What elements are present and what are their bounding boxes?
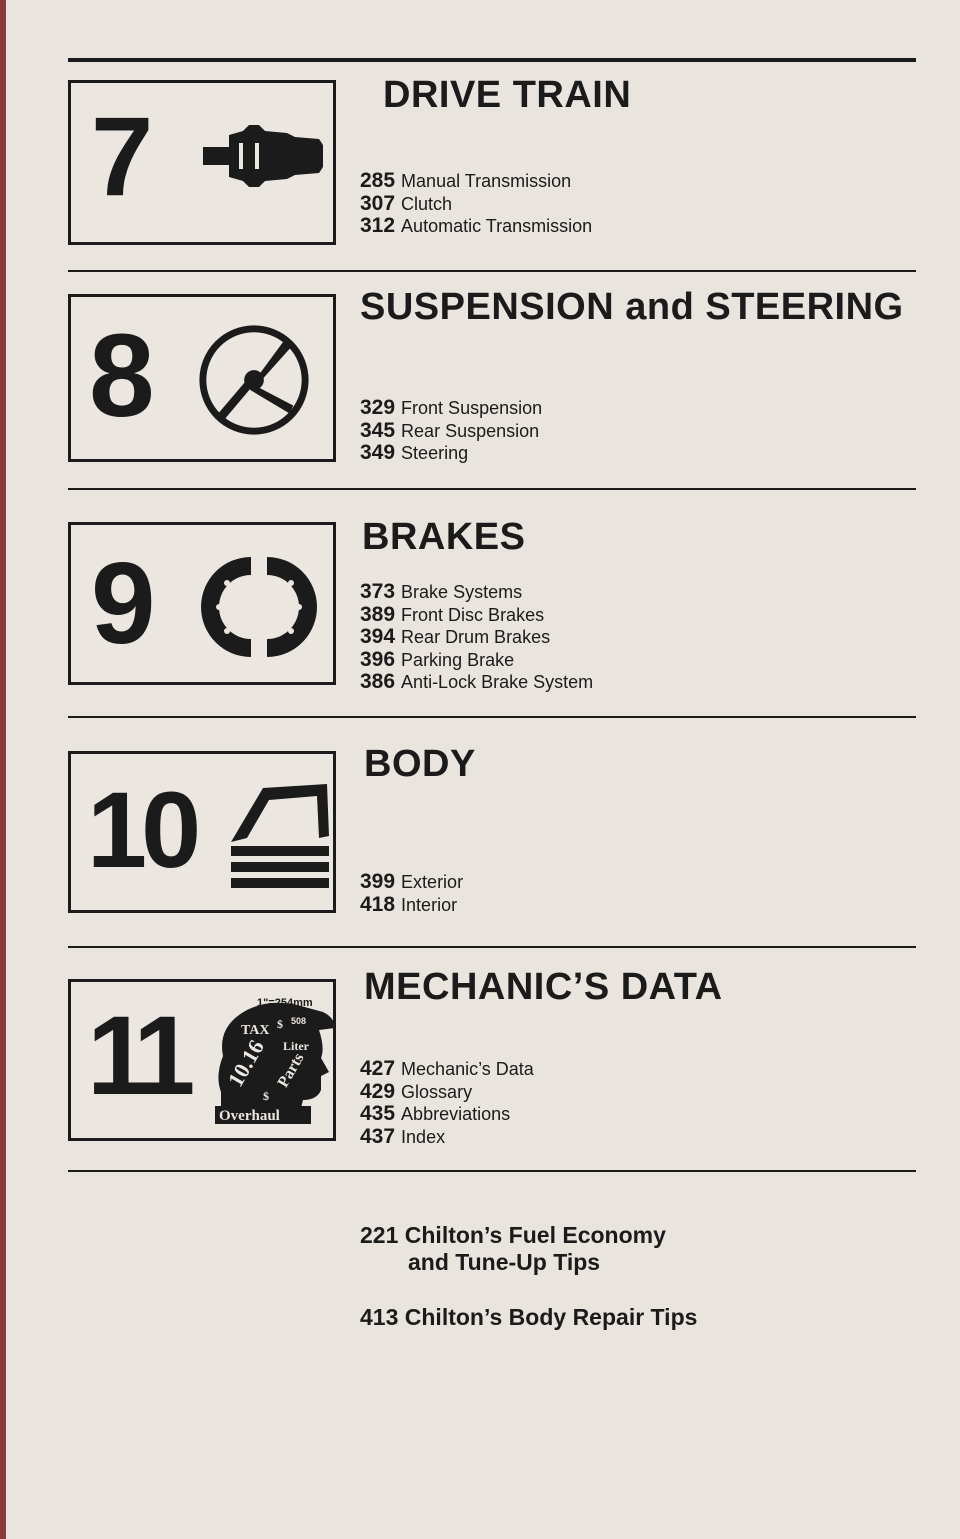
section-8-box [68, 294, 336, 462]
section-8-title: SUSPENSION and STEERING [360, 286, 904, 328]
fuel-tips-line1: 221 Chilton’s Fuel Economy [360, 1222, 666, 1248]
section-10-list [360, 871, 463, 916]
section-divider [68, 1170, 916, 1172]
section-divider [68, 946, 916, 948]
section-11-title: MECHANIC’S DATA [364, 966, 723, 1008]
section-10-number: 10 [87, 769, 196, 890]
list-item[interactable]: 386 Anti-Lock Brake System [360, 670, 594, 693]
section-9-box [68, 522, 336, 685]
page-edge [0, 0, 6, 1539]
section-7-box [68, 80, 336, 245]
list-item[interactable]: 437 Index [360, 1124, 446, 1148]
list-item[interactable]: 389 Front Disc Brakes [360, 602, 545, 626]
section-9-list [360, 581, 593, 694]
list-item[interactable]: 394 Rear Drum Brakes [360, 625, 551, 648]
section-10-title: BODY [364, 743, 476, 785]
svg-text:10.16: 10.16 [222, 1035, 270, 1091]
list-item[interactable]: 345 Rear Suspension [360, 418, 540, 442]
section-divider [68, 716, 916, 718]
list-item[interactable]: 312 Automatic Transmission [360, 214, 593, 237]
section-9-number: 9 [91, 538, 156, 668]
svg-text:$: $ [277, 1017, 283, 1031]
section-11-number: 11 [87, 993, 186, 1118]
list-item[interactable]: 373 Brake Systems [360, 580, 523, 603]
section-11-box [68, 979, 336, 1141]
list-item[interactable]: 307 Clutch [360, 191, 453, 215]
section-7-list [360, 170, 592, 238]
list-item[interactable]: 329 Front Suspension [360, 396, 543, 419]
transmission-icon [199, 121, 329, 191]
mechanic-head-icon [211, 996, 341, 1126]
list-item[interactable]: 285 Manual Transmission [360, 169, 572, 192]
brake-shoes-icon [199, 547, 319, 667]
section-9-title: BRAKES [362, 516, 526, 558]
svg-text:$: $ [263, 1089, 269, 1103]
list-item[interactable]: 427 Mechanic’s Data [360, 1057, 534, 1080]
section-8-number: 8 [89, 310, 155, 442]
list-item[interactable]: 429 Glossary [360, 1079, 473, 1103]
section-10-box [68, 751, 336, 913]
section-divider [68, 488, 916, 490]
section-7-title: DRIVE TRAIN [383, 74, 632, 116]
list-item[interactable]: 399 Exterior [360, 870, 464, 893]
top-rule [68, 58, 916, 62]
svg-text:Overhaul: Overhaul [219, 1108, 280, 1124]
list-item[interactable]: 349 Steering [360, 441, 469, 464]
steering-wheel-icon [195, 321, 313, 439]
list-item[interactable]: 435 Abbreviations [360, 1102, 511, 1125]
section-11-list [360, 1058, 534, 1148]
fuel-tips-line2: and Tune-Up Tips [408, 1249, 601, 1275]
section-8-list [360, 397, 542, 465]
fuel-tips-entry[interactable] [360, 1222, 666, 1276]
list-item[interactable]: 396 Parking Brake [360, 647, 515, 671]
svg-text:TAX: TAX [241, 1023, 270, 1038]
svg-text:1"=254mm: 1"=254mm [257, 997, 313, 1009]
section-divider [68, 270, 916, 272]
car-door-icon [225, 776, 335, 896]
body-tips-entry[interactable]: 413 Chilton’s Body Repair Tips [360, 1304, 698, 1330]
svg-text:Liter: Liter [283, 1039, 309, 1053]
svg-text:508: 508 [291, 1016, 307, 1026]
section-7-number: 7 [91, 94, 154, 219]
list-item[interactable]: 418 Interior [360, 892, 458, 916]
svg-text:Parts: Parts [274, 1050, 308, 1091]
